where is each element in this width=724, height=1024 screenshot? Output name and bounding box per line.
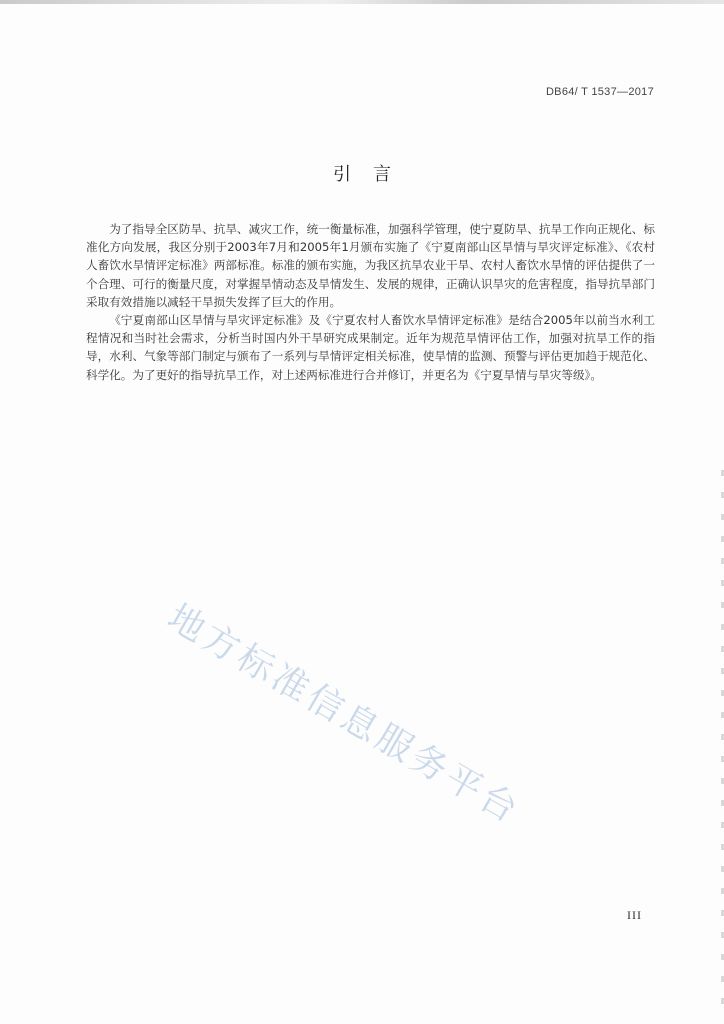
paragraph-1: 为了指导全区防旱、抗旱、减灾工作，统一衡量标准，加强科学管理，使宁夏防旱、抗旱工作向正规化、标准化方向发展，我区分别于2003年7月和2005年1月颁布实施了《宁夏南部山区旱情与旱灾评定标准》、《农村人畜饮水旱情评定标准》两部标准。标准的颁布实施，为我区抗旱农业干旱、农村人畜饮水旱情的评估提供了一个合理、可行的衡量尺度，对掌握旱情动态及旱情发生、发展的规律，正确认识旱灾的危害程度，指导抗旱部门采取有效措施以减轻干旱损失发挥了巨大的作用。 bbox=[86, 222, 655, 309]
watermark: 地方标准信息服务平台 bbox=[160, 596, 528, 833]
page-number: III bbox=[627, 908, 642, 922]
body-text bbox=[86, 220, 655, 384]
section-heading: 引言 bbox=[333, 164, 413, 185]
paragraph-2: 《宁夏南部山区旱情与旱灾评定标准》及《宁夏农村人畜饮水旱情评定标准》是结合2005年以前当水利工程情况和当时社会需求，分析当时国内外干旱研究成果制定。近年为规范旱情评估工作，加强对抗旱工作的指导，水利、气象等部门制定与颁布了一系列与旱情评定相关标准，使旱情的监测、预警与评估更加趋于规范化、科学化。为了更好的指导抗旱工作，对上述两标准进行合并修订，并更名为《宁夏旱情与旱灾等级》。 bbox=[86, 313, 655, 382]
document-code: DB64/ T 1537—2017 bbox=[545, 86, 654, 98]
scan-top-edge bbox=[0, 0, 724, 4]
